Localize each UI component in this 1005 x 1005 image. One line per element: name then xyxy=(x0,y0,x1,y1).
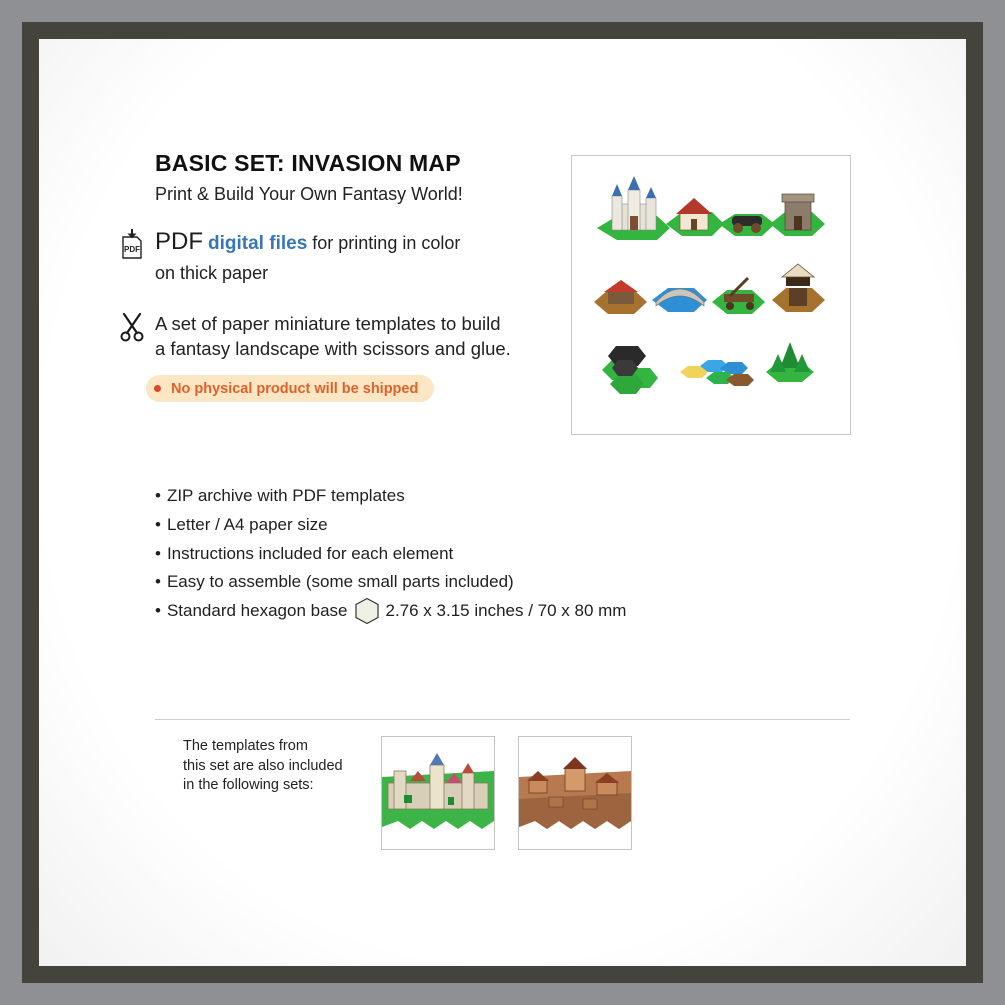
also-included-line2: this set are also included xyxy=(183,757,343,774)
feature-item: • Letter / A4 paper size xyxy=(155,515,328,535)
catapult-miniature xyxy=(712,278,765,314)
no-shipping-notice xyxy=(146,375,434,402)
hexagon-icon xyxy=(354,597,380,625)
house-miniature xyxy=(666,198,724,236)
also-included-text xyxy=(183,737,373,796)
cannon-miniature xyxy=(719,214,775,236)
feature-item-text: ZIP archive with PDF templates xyxy=(166,486,405,506)
pdf-feature-line xyxy=(155,228,460,256)
hexagon-feature-before: Standard hexagon base xyxy=(166,601,348,621)
also-included-line1: The templates from xyxy=(183,738,308,754)
pdf-word: PDF xyxy=(155,228,203,255)
bridge-miniature xyxy=(652,288,707,312)
red-roof-hut-miniature xyxy=(594,280,647,314)
related-set-thumbnail[interactable] xyxy=(518,736,632,850)
scissors-icon xyxy=(119,312,145,342)
feature-item: • Easy to assemble (some small parts included) xyxy=(155,572,514,592)
feature-item: • ZIP archive with PDF templates xyxy=(155,486,405,506)
terrain-tiles-miniature xyxy=(680,360,754,386)
product-preview-image xyxy=(571,155,851,435)
feature-item-text: Easy to assemble (some small parts included) xyxy=(166,572,514,592)
scissors-feature-line1: A set of paper miniature templates to build xyxy=(155,313,501,334)
feature-item-text: Instructions included for each element xyxy=(166,543,454,563)
desert-town-set-image xyxy=(519,737,631,849)
page-title: BASIC SET: INVASION MAP xyxy=(155,150,461,176)
scissors-feature-text xyxy=(155,311,575,361)
stone-tower-miniature xyxy=(770,194,825,236)
scissors-feature-line2: a fantasy landscape with scissors and glue. xyxy=(155,338,511,359)
digital-files-highlight: digital files xyxy=(208,233,308,254)
pdf-feature-line2: on thick paper xyxy=(155,263,269,283)
notice-dot-icon xyxy=(154,385,161,392)
feature-item: • Instructions included for each element xyxy=(155,543,454,563)
notice-text: No physical product will be shipped xyxy=(171,380,419,397)
castle-miniature xyxy=(597,176,670,240)
forest-miniature xyxy=(766,342,814,382)
rock-hexes-miniature xyxy=(602,346,658,394)
page-subtitle: Print & Build Your Own Fantasy World! xyxy=(155,184,463,204)
feature-list xyxy=(155,482,626,625)
pdf-download-icon xyxy=(119,228,145,260)
castle-town-set-image xyxy=(382,737,494,849)
related-set-thumbnail[interactable] xyxy=(381,736,495,850)
section-divider xyxy=(155,719,850,720)
hexagon-feature-after: 2.76 x 3.15 inches / 70 x 80 mm xyxy=(385,601,627,621)
pdf-feature-rest: for printing in color xyxy=(312,233,461,253)
also-included-line3: in the following sets: xyxy=(183,777,314,793)
feature-item-hexagon: • Standard hexagon base 2.76 x 3.15 inches / 70 x 80 mm xyxy=(155,597,626,626)
feature-item-text: Letter / A4 paper size xyxy=(166,515,328,535)
miniatures-illustration xyxy=(572,156,850,434)
watchtower-miniature xyxy=(772,264,825,312)
pdf-icon-label: PDF xyxy=(124,245,140,254)
